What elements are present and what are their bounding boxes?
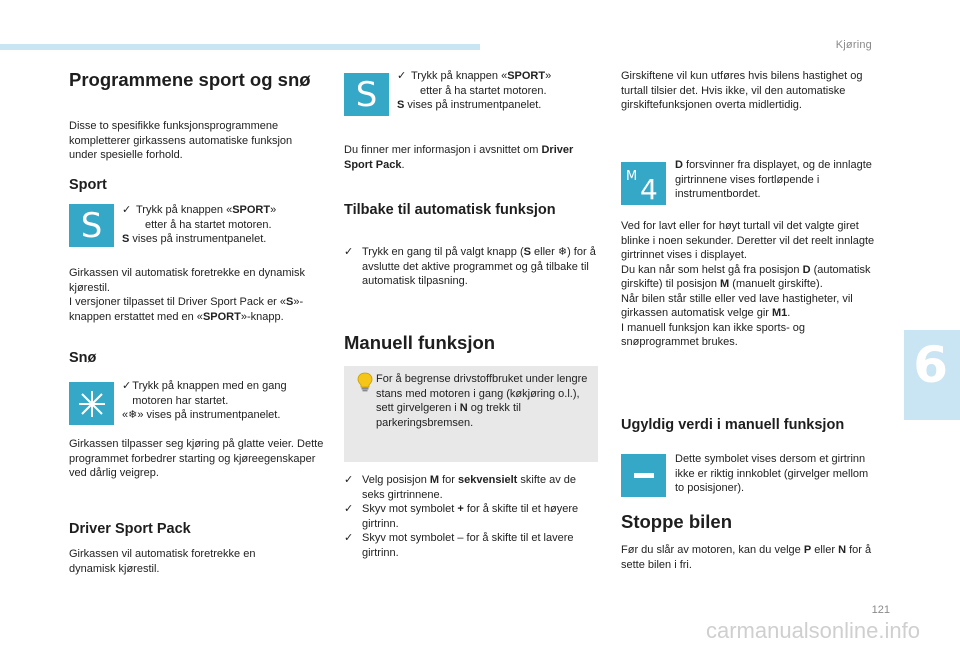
col3-body: Ved for lavt eller for høyt turtall vil det valgte giret blinke i noen sekunder. Deretter vil det reelt innlagte girtrinnet vises i displayet. Du kan når som helst gå fra posisjon D (automatisk girskifte) til posisjon M (manuelt girskifte). Når bilen står stille eller ved lave hastigheter, vil girkassen automatisk velge gir M1. I manuell funksjon kan ikke sports- og snøprogrammet brukes. (621, 220, 875, 348)
page-title: Programmene sport og snø (69, 69, 311, 90)
section-title: Kjøring (835, 39, 872, 51)
list-item: ✓ Skyv mot symbolet – for å skifte til et lavere girtrinn. (344, 532, 574, 559)
dash-icon (621, 454, 666, 497)
stop-heading: Stoppe bilen (621, 511, 732, 532)
snow-step: ✓ Trykk på knappen med en gang motoren har startet. «❄» vises på instrumentpanelet. (122, 380, 287, 421)
intro-text: Disse to spesifikke funksjonsprogrammene kompletterer girkassens automatiske funksjon under spesielle forhold. (69, 120, 293, 161)
stop-body: Før du slår av motoren, kan du velge P eller N for å sette bilen i fri. (621, 544, 872, 571)
invalid-body: Dette symbolet vises dersom et girtrinn ikke er riktig innkoblet (girvelger mellom to posisjoner). (675, 453, 869, 494)
sport-s-icon-2: S (344, 73, 389, 116)
snow-heading: Snø (69, 350, 97, 366)
dsp-heading: Driver Sport Pack (69, 521, 191, 537)
invalid-heading: Ugyldig verdi i manuell funksjon (621, 417, 845, 433)
return-step: ✓ Trykk en gang til på valgt knapp (S eller ❄) for å avslutte det aktive programmet og gå tilbake til automatisk tilpasning. (344, 246, 596, 287)
more-info: Du finner mer informasjon i avsnittet om Driver Sport Pack. (344, 144, 574, 171)
manual-steps (344, 473, 600, 560)
snowflake-icon (69, 382, 114, 425)
sport-heading: Sport (69, 177, 107, 193)
svg-text:M: M (625, 168, 637, 184)
chapter-number: 6 (913, 336, 948, 394)
watermark: carmanualsonline.info (705, 618, 920, 643)
sport-step: ✓ Trykk på knappen «SPORT» etter å ha startet motoren. S vises på instrumentpanelet. (122, 204, 277, 245)
manual-heading: Manuell funksjon (344, 332, 496, 353)
page-number: 121 (871, 604, 890, 616)
snow-body: Girkassen tilpasser seg kjøring på glatte veier. Dette programmet forbedrer starting og kjøreegenskaper ved dårlig veigrep. (69, 438, 324, 479)
sport-step-2: ✓ Trykk på knappen «SPORT» etter å ha startet motoren. S vises på instrumentpanelet. (397, 70, 552, 111)
list-item: ✓ Velg posisjon M for sekvensielt skifte av de seks girtrinnene. (344, 474, 577, 501)
note-text: For å begrense drivstoffbruket under lengre stans med motoren i gang (køkjøring o.l.), sett girvelgeren i N og trekk til parkeringsbremsen. (376, 373, 588, 429)
list-item: ✓ Skyv mot symbolet + for å skifte til et høyere girtrinn. (344, 503, 579, 530)
lightbulb-icon (357, 372, 373, 392)
return-heading: Tilbake til automatisk funksjon (344, 202, 556, 218)
m4-icon (621, 162, 666, 205)
svg-text:4: 4 (639, 172, 658, 203)
col3-intro: Girskiftene vil kun utføres hvis bilens hastighet og turtall tilsier det. Hvis ikke, vil den automatiske girskiftefunksjonen overta midlertidig. (621, 70, 863, 111)
header-bar (0, 44, 480, 50)
dsp-body: Girkassen vil automatisk foretrekke en dynamisk kjørestil. (69, 548, 256, 575)
m4-text: D forsvinner fra displayet, og de innlagte girtrinnene vises fortløpende i instrumentbordet. (675, 159, 872, 200)
sport-body: Girkassen vil automatisk foretrekke en dynamisk kjørestil. I versjoner tilpasset til Driver Sport Pack er «S»-knappen erstattet med en «SPORT»-knapp. (69, 267, 305, 323)
sport-s-icon: S (69, 204, 114, 247)
